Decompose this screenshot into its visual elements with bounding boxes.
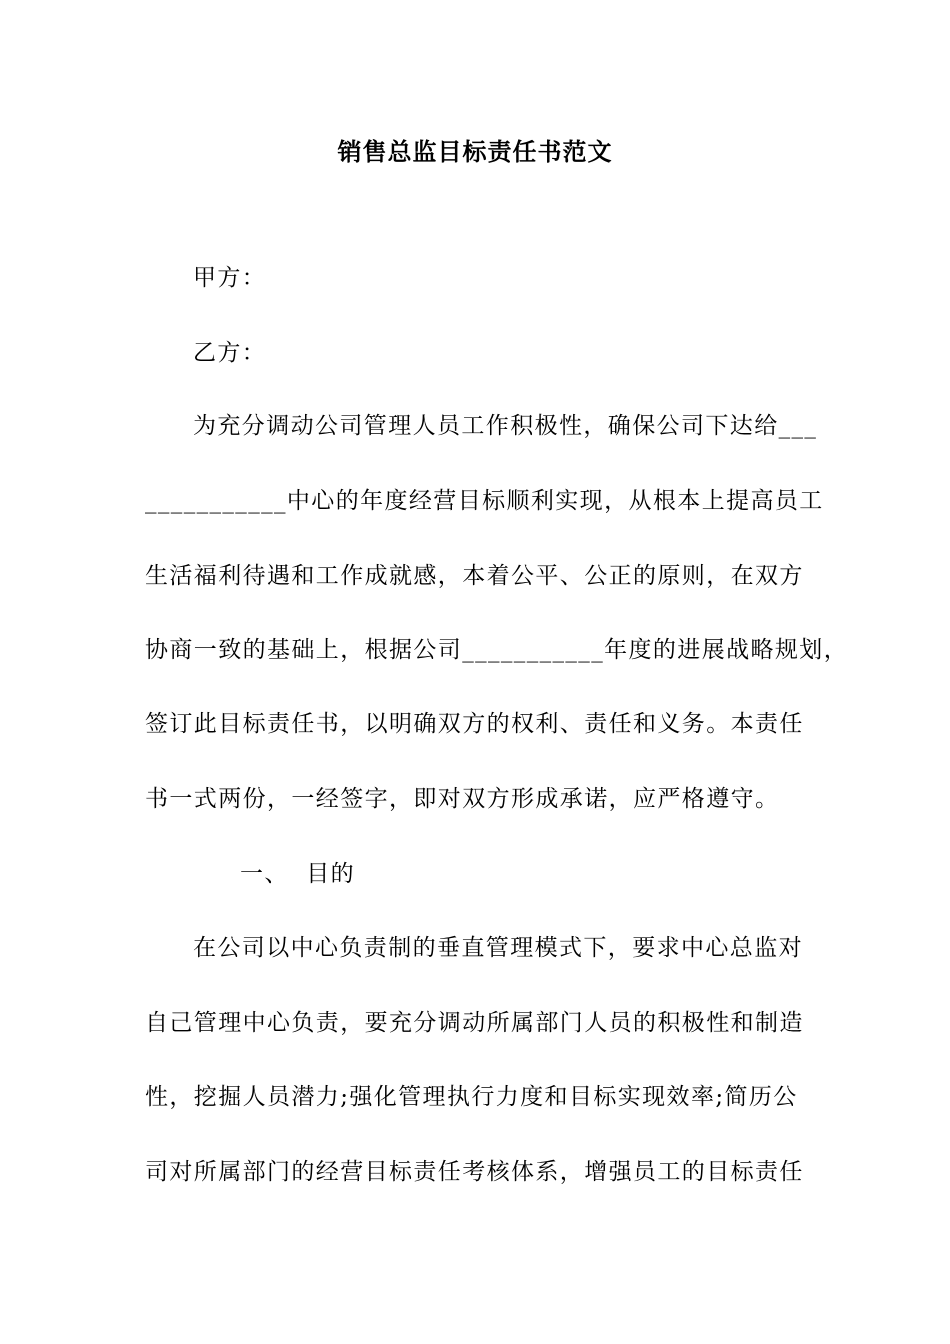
paragraph-line: ___________中心的年度经营目标顺利实现，从根本上提高员工 (145, 488, 824, 514)
paragraph-line: 为充分调动公司管理人员工作积极性，确保公司下达给___ (193, 413, 818, 439)
paragraph-line: 签订此目标责任书，以明确双方的权利、责任和义务。本责任 (145, 711, 804, 737)
party-a-label: 甲方： (193, 265, 267, 291)
paragraph-line: 在公司以中心负责制的垂直管理模式下，要求中心总监对 (193, 935, 803, 961)
paragraph-line: 性，挖掘人员潜力;强化管理执行力度和目标实现效率;简历公 (145, 1084, 798, 1110)
section-heading: 一、 目的 (240, 861, 356, 887)
paragraph-line: 司对所属部门的经营目标责任考核体系，增强员工的目标责任 (145, 1159, 804, 1185)
paragraph-line: 自己管理中心负责，要充分调动所属部门人员的积极性和制造 (145, 1010, 804, 1036)
document-title: 销售总监目标责任书范文 (337, 137, 613, 166)
paragraph-line: 协商一致的基础上，根据公司___________年度的进展战略规划， (145, 637, 849, 663)
paragraph-line: 生活福利待遇和工作成就感，本着公平、公正的原则，在双方 (145, 563, 804, 589)
paragraph-line: 书一式两份，一经签字，即对双方形成承诺，应严格遵守。 (145, 786, 780, 812)
party-b-label: 乙方： (193, 340, 267, 366)
